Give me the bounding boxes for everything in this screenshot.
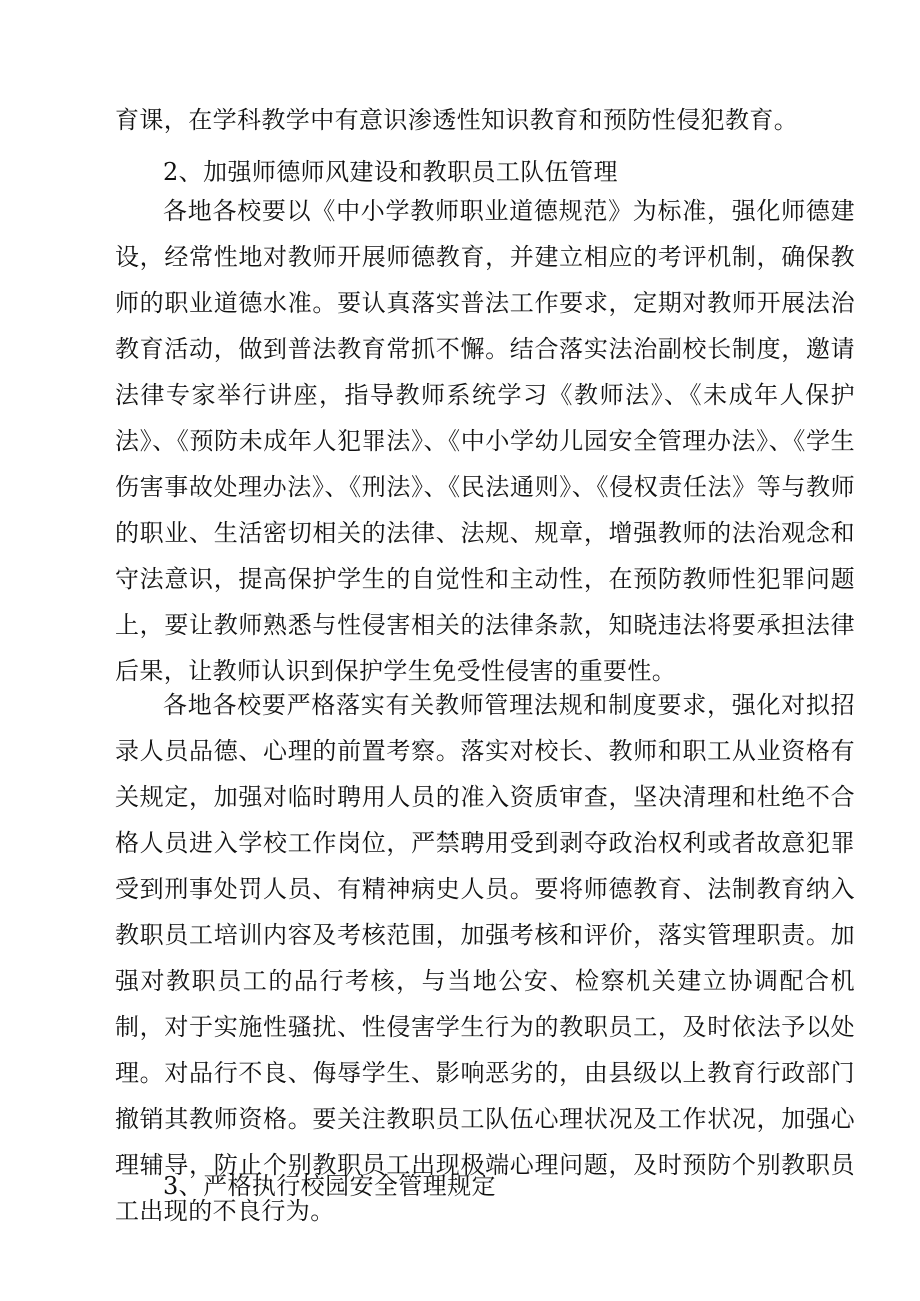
section-2-paragraph-1: 各地各校要以《中小学教师职业道德规范》为标准，强化师德建设，经常性地对教师开展师德教育，并建立相应的考评机制，确保教师的职业道德水准。要认真落实普法工作要求，定期对教师开展法治教育活动，做到普法教育常抓不懈。结合落实法治副校长制度，邀请法律专家举行讲座，指导教师系统学习《教师法》、《未成年人保护法》、《预防未成年人犯罪法》、《中小学幼儿园安全管理办法》、《学生伤害事故处理办法》、《刑法》、《民法通则》、《侵权责任法》等与教师的职业、生活密切相关的法律、法规、规章，增强教师的法治观念和守法意识，提高保护学生的自觉性和主动性，在预防教师性犯罪问题上，要让教师熟悉与性侵害相关的法律条款，知晓违法将要承担法律后果，让教师认识到保护学生免受性侵害的重要性。 [115,197,855,685]
section-2-heading: 2、加强师德师风建设和教职员工队伍管理 [163,158,618,186]
continuation-line: 育课，在学科教学中有意识渗透性知识教育和预防性侵犯教育。 [115,106,799,134]
section-3-heading: 3、严格执行校园安全管理规定 [163,1172,496,1200]
section-2-paragraph-2: 各地各校要严格落实有关教师管理法规和制度要求，强化对拟招录人员品德、心理的前置考察。落实对校长、教师和职工从业资格有关规定，加强对临时聘用人员的准入资质审查，坚决清理和杜绝不合格人员进入学校工作岗位，严禁聘用受到剥夺政治权利或者故意犯罪受到刑事处罚人员、有精神病史人员。要将师德教育、法制教育纳入教职员工培训内容及考核范围，加强考核和评价，落实管理职责。加强对教职员工的品行考核，与当地公安、检察机关建立协调配合机制，对于实施性骚扰、性侵害学生行为的教职员工，及时依法予以处理。对品行不良、侮辱学生、影响恶劣的，由县级以上教育行政部门撤销其教师资格。要关注教职员工队伍心理状况及工作状况，加强心理辅导，防止个别教职员工出现极端心理问题，及时预防个别教职员工出现的不良行为。 [115,691,855,1225]
